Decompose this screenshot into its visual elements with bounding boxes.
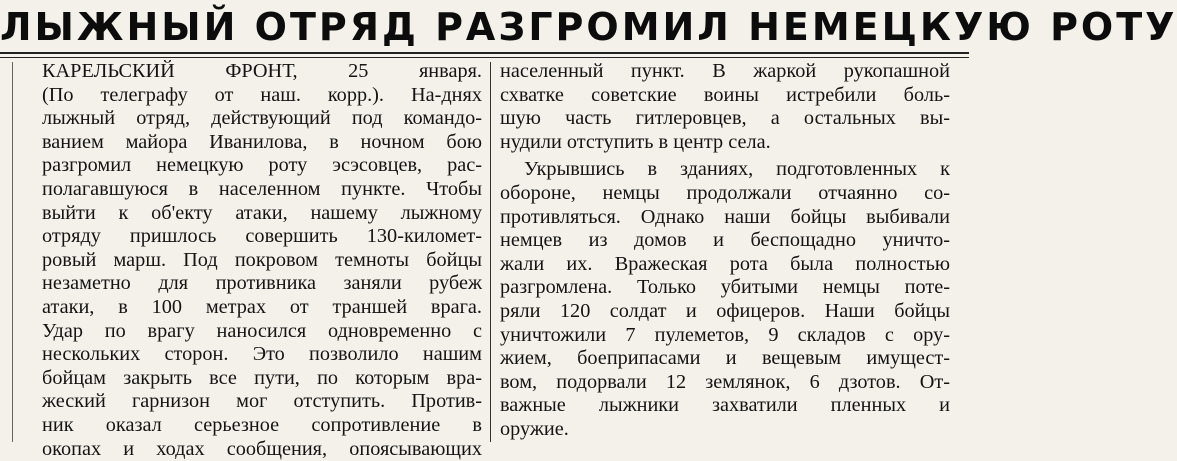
text-line: нескольких сторон. Это позволило нашим [42, 343, 482, 367]
text-line: шую часть гитлеровцев, а остальных вы- [500, 107, 950, 131]
text-line: противляться. Однако наши бойцы выбивали [500, 206, 950, 230]
text-line: лыжный отряд, действующий под командо- [42, 107, 482, 131]
text-line: жеский гарнизон мог отступить. Против- [42, 390, 482, 414]
text-line: полагавшуюся в населенном пункте. Чтобы [42, 178, 482, 202]
headline-rule-top [0, 52, 969, 54]
text-line: ванием майора Иванилова, в ночном бою [42, 131, 482, 155]
text-line: ровый марш. Под покровом темноты бойцы [42, 249, 482, 273]
text-line: ряли 120 солдат и офицеров. Наши бойцы [500, 300, 950, 324]
text-line: вом, подорвали 12 землянок, 6 дзотов. От- [500, 371, 950, 395]
text-line: окопах и ходах сообщения, опоясывающих [42, 438, 482, 461]
text-line: обороне, немцы продолжали отчаянно со- [500, 182, 950, 206]
text-line: схватке советские воины истребили боль- [500, 84, 950, 108]
text-line: немцев из домов и беспощадно уничто- [500, 229, 950, 253]
text-line: (По телеграфу от наш. корр.). На-днях [42, 84, 482, 108]
text-line: Удар по врагу наносился одновременно с [42, 320, 482, 344]
text-line: оружие. [500, 418, 950, 442]
text-line: жием, боеприпасами и вещевым имущест- [500, 347, 950, 371]
left-column [42, 60, 482, 461]
text-line: важные лыжники захватили пленных и [500, 394, 950, 418]
text-line: разгромил немецкую роту эсэсовцев, рас- [42, 154, 482, 178]
text-line: ник оказал серьезное сопротивление в [42, 414, 482, 438]
text-line: атаки, в 100 метрах от траншей врага. [42, 296, 482, 320]
text-line: выйти к об'екту атаки, нашему лыжному [42, 202, 482, 226]
text-line: уничтожили 7 пулеметов, 9 складов с ору- [500, 324, 950, 348]
text-line: незаметно для противника заняли рубеж [42, 272, 482, 296]
text-line: КАРЕЛЬСКИЙ ФРОНТ, 25 января. [42, 60, 482, 84]
text-line: нудили отступить в центр села. [500, 131, 950, 155]
text-line: разгромлена. Только убитыми немцы поте- [500, 276, 950, 300]
text-line: Укрывшись в зданиях, подготовленных к [500, 158, 950, 182]
right-column [500, 60, 950, 442]
text-line: бойцам закрыть все пути, по которым вра- [42, 367, 482, 391]
text-line: населенный пункт. В жаркой рукопашной [500, 60, 950, 84]
column-divider [490, 62, 491, 442]
text-line: отряду пришлось совершить 130-километ- [42, 225, 482, 249]
text-line: жали их. Вражеская рота была полностью [500, 253, 950, 277]
headline-rule-bottom [0, 57, 969, 58]
left-edge-line [12, 62, 13, 442]
headline: ЛЫЖНЫЙ ОТРЯД РАЗГРОМИЛ НЕМЕЦКУЮ РОТУ [0, 4, 969, 50]
